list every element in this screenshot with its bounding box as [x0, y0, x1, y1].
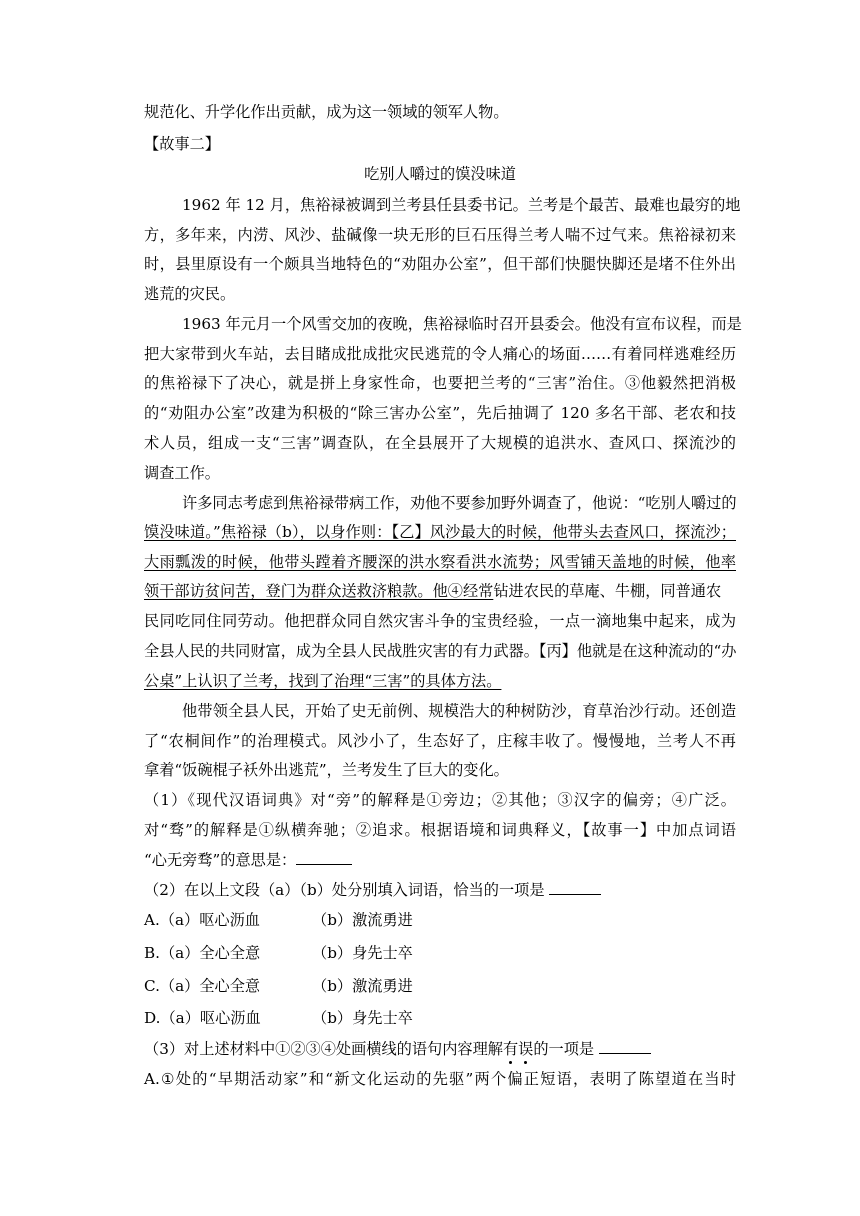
question-text-end: 的一项是 [533, 1040, 595, 1058]
underlined-line: 大雨瓢泼的时候，他带头蹚着齐腰深的洪水察看洪水流势；风雪铺天盖地的时候，他率 [144, 553, 736, 571]
plain-text: 钻进农民的草庵、牛棚，同普通农 [493, 582, 722, 600]
paragraph-line: 术人员，组成一支“三害”调查队，在全县展开了大规模的追洪水、查风口、探流沙的 [144, 434, 736, 452]
option-a-b: （b）激流勇进 [312, 911, 413, 929]
paragraph-line: 调查工作。 [144, 464, 220, 482]
question-line [144, 880, 736, 900]
story-title: 吃别人嚼过的馍没味道 [364, 165, 516, 183]
option-b-b: （b）身先士卒 [312, 944, 413, 962]
option-c [144, 976, 736, 996]
section-heading: 【故事二】 [144, 135, 220, 153]
emphasis-char: 有 [502, 1040, 519, 1058]
question-text: （3）对上述材料中①②③④处画横线的语句内容理解 [144, 1040, 503, 1058]
paragraph-line: 的焦裕禄下了决心，就是拼上身家性命，也要把兰考的“三害”治住。③他毅然把消极 [144, 374, 736, 392]
paragraph-line: 逃荒的灾民。 [144, 285, 236, 303]
question-line [144, 1039, 736, 1059]
option-b [144, 943, 736, 963]
option-b-text: B.（a）全心全意 [144, 944, 261, 962]
option-a-text: A.（a）呕心沥血 [144, 911, 260, 929]
answer-blank [296, 850, 352, 865]
option-d-text: D.（a）呕心沥血 [144, 1009, 261, 1027]
paragraph-line: 许多同志考虑到焦裕禄带病工作，劝他不要参加野外调查了，他说：“吃别人嚼过的 [182, 494, 737, 512]
underlined-text: 领干部访贫问苦，登门为群众送救济粮款。他④ [144, 582, 463, 600]
paragraph-line: 拿着“饭碗棍子袄外出逃荒”，兰考发生了巨大的变化。 [144, 761, 509, 779]
question-line [144, 850, 736, 870]
paragraph-line: 时，县里原设有一个颇具当地特色的“劝阻办公室”，但干部们快腿快脚还是堵不住外出 [144, 255, 736, 273]
paragraph-line: 的“劝阻办公室”改建为积极的“除三害办公室”，先后抽调了 120 多名干部、老农和技 [144, 404, 736, 422]
paragraph-line: 1963 年元月一个风雪交加的夜晚，焦裕禄临时召开县委会。他没有宣布议程，而是 [182, 315, 742, 333]
option-d-b: （b）身先士卒 [312, 1009, 413, 1027]
underlined-word: 经常 [462, 582, 494, 600]
paragraph-line: 民同吃同住同劳动。他把群众同自然灾害斗争的宝贵经验，一点一滴地集中起来，成为 [144, 612, 736, 630]
question-text: （2）在以上文段（a）（b）处分别填入词语，恰当的一项是 [144, 881, 545, 899]
option-c-text: C.（a）全心全意 [144, 977, 261, 995]
paragraph-line [144, 581, 736, 601]
answer-blank [599, 1039, 651, 1054]
paragraph-line: 了“农桐间作”的治理模式。风沙小了，生态好了，庄稼丰收了。慢慢地，兰考人不再 [144, 732, 736, 750]
question-line: （1）《现代汉语词典》对“旁”的解释是①旁边；②其他；③汉字的偏旁；④广泛。 [144, 791, 736, 809]
emphasis-char: 误 [518, 1040, 534, 1058]
option-a [144, 910, 736, 930]
underlined-line: 公桌”上认识了兰考，找到了治理“三害”的具体方法。 [144, 672, 502, 690]
underlined-line: 馍没味道。”焦裕禄（b），以身作则：【乙】风沙最大的时候，他带头去查风口，探流沙； [144, 523, 736, 541]
option-line: A.①处的“早期活动家”和“新文化运动的先驱”两个偏正短语，表明了陈望道在当时 [144, 1070, 736, 1088]
question-text: “心无旁骛”的意思是： [144, 851, 297, 869]
paragraph-line: 他带领全县人民，开始了史无前例、规模浩大的种树防沙，育草治沙行动。还创造 [182, 702, 736, 720]
option-c-b: （b）激流勇进 [312, 977, 413, 995]
paragraph-line: 规范化、升学化作出贡献，成为这一领域的领军人物。 [144, 103, 509, 121]
paragraph-line: 全县人民的共同财富，成为全县人民战胜灾害的有力武器。【丙】他就是在这种流动的“办 [144, 642, 737, 660]
question-line: 对“骛”的解释是①纵横奔驰；②追求。根据语境和词典释义，【故事一】中加点词语 [144, 821, 736, 839]
paragraph-line: 方，多年来，内涝、风沙、盐碱像一块无形的巨石压得兰考人喘不过气来。焦裕禄初来 [144, 226, 736, 244]
paragraph-line: 1962 年 12 月，焦裕禄被调到兰考县任县委书记。兰考是个最苦、最难也最穷的地 [182, 196, 741, 214]
paragraph-line: 把大家带到火车站，去目睹成批成批灾民逃荒的令人痛心的场面……有着同样逃难经历 [144, 345, 736, 363]
option-d [144, 1008, 736, 1028]
answer-blank [549, 880, 601, 895]
